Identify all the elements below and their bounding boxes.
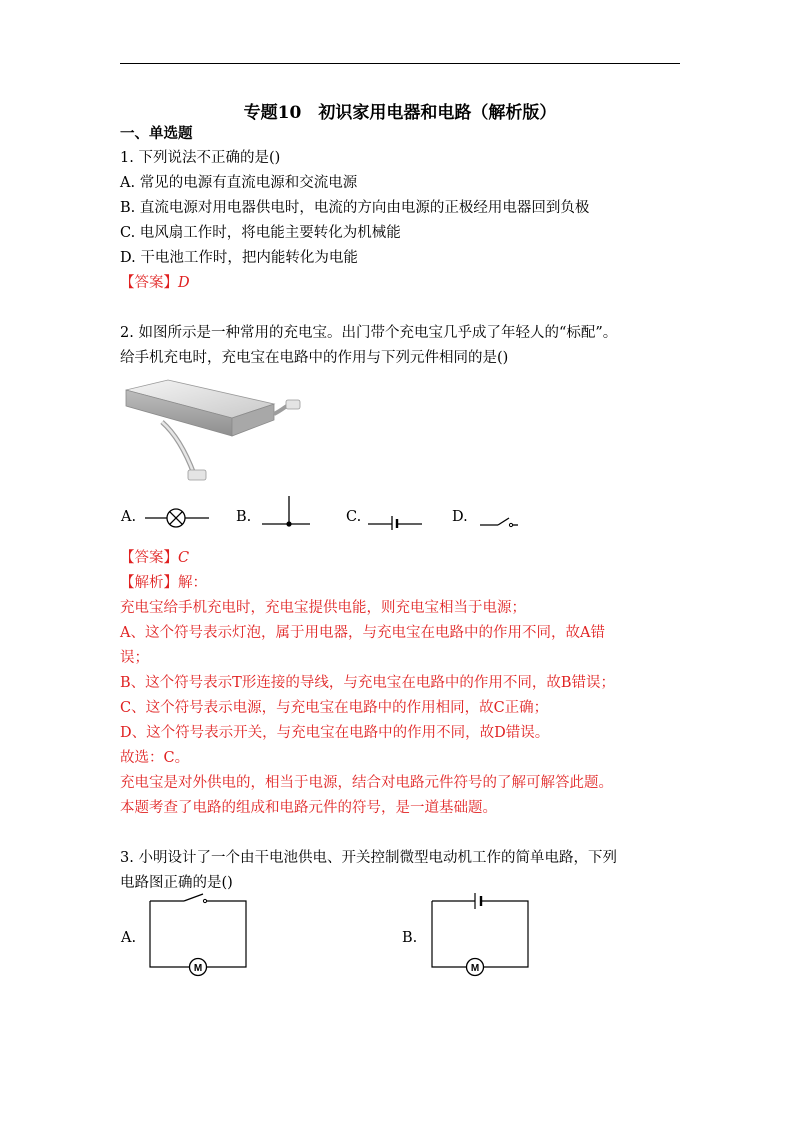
motor-label: M	[470, 963, 480, 974]
q2-analysis-label: 【解析】解：	[120, 575, 207, 591]
q2-analysis-line: 故选：C。	[120, 750, 190, 766]
q3-stem-line2: 电路图正确的是()	[120, 875, 233, 891]
q2-analysis-line: 充电宝给手机充电时，充电宝提供电能，则充电宝相当于电源；	[120, 600, 526, 616]
header-rule	[120, 63, 680, 64]
q2-analysis-line: B、这个符号表示T形连接的导线，与充电宝在电路中的作用不同，故B错误；	[120, 675, 615, 691]
q2-stem-line1: 2. 如图所示是一种常用的充电宝。出门带个充电宝几乎成了年轻人的“标配”。	[120, 325, 618, 341]
q2-option-b-label: B.	[236, 509, 252, 525]
motor-label: M	[193, 963, 203, 974]
circuit-diagram-b	[430, 889, 530, 979]
q2-analysis-line: 充电宝是对外供电的，相当于电源，结合对电路元件符号的了解可解答此题。	[120, 775, 613, 791]
answer-label: 【答案】	[120, 550, 178, 566]
switch-symbol	[478, 512, 520, 530]
q1-option-a: A. 常见的电源有直流电源和交流电源	[120, 175, 358, 191]
section-heading: 一、单选题	[120, 125, 193, 142]
q1-option-d: D. 干电池工作时，把内能转化为电能	[120, 250, 358, 266]
answer-value: D	[178, 275, 190, 291]
q1-option-c: C. 电风扇工作时，将电能主要转化为机械能	[120, 225, 401, 241]
answer-label: 【答案】	[120, 275, 178, 291]
battery-symbol	[366, 508, 424, 532]
q2-option-c-label: C.	[346, 509, 362, 525]
q2-answer	[120, 548, 189, 568]
power-bank-image	[122, 378, 304, 486]
q3-option-b-label: B.	[402, 930, 418, 946]
q2-analysis-line: D、这个符号表示开关，与充电宝在电路中的作用不同，故D错误。	[120, 725, 550, 741]
q1-stem: 1. 下列说法不正确的是()	[120, 150, 281, 166]
answer-value: C	[178, 550, 190, 566]
q2-analysis-line: 本题考查了电路的组成和电路元件的符号，是一道基础题。	[120, 800, 497, 816]
q3-option-a-label: A.	[121, 930, 137, 946]
circuit-diagram-a	[148, 893, 248, 979]
q3-stem-line1: 3. 小明设计了一个由干电池供电、开关控制微型电动机工作的简单电路，下列	[120, 850, 617, 866]
q1-option-b: B. 直流电源对用电器供电时，电流的方向由电源的正极经用电器回到负极	[120, 200, 590, 216]
lamp-symbol	[145, 503, 211, 533]
q2-option-d-label: D.	[452, 509, 468, 525]
q2-stem-line2: 给手机充电时，充电宝在电路中的作用与下列元件相同的是()	[120, 350, 509, 366]
page-title: 专题10 初识家用电器和电路（解析版）	[243, 103, 557, 123]
q2-analysis-line: 误；	[120, 650, 149, 666]
q2-option-a-label: A.	[121, 509, 137, 525]
q2-analysis-line: C、这个符号表示电源，与充电宝在电路中的作用相同，故C正确；	[120, 700, 549, 716]
t-junction-symbol	[258, 494, 314, 528]
q2-analysis-line: A、这个符号表示灯泡，属于用电器，与充电宝在电路中的作用不同，故A错	[120, 625, 605, 641]
q1-answer	[120, 273, 190, 293]
